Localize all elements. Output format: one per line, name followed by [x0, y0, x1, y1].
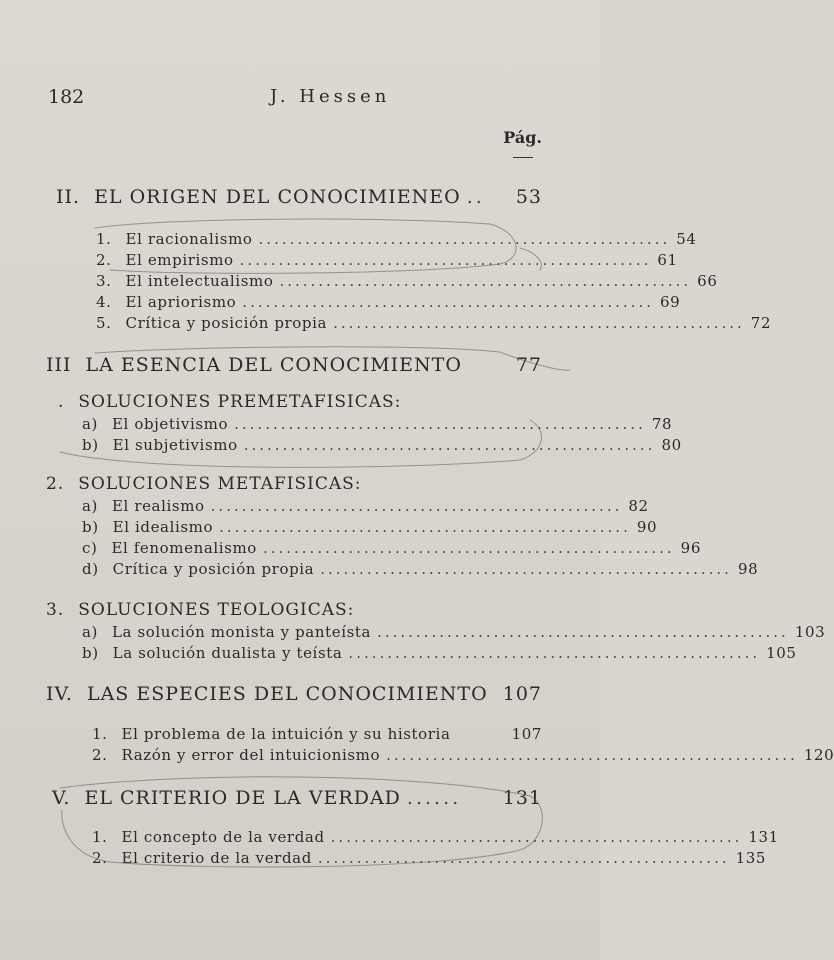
toc-entry[interactable] — [82, 539, 701, 557]
entry-label: 5. Crítica y posición propia — [96, 314, 328, 332]
leader-dots: ...... — [406, 787, 462, 809]
chapter-page: 107 — [502, 683, 542, 705]
entry-label: 1. El problema de la intuición y su historia — [92, 725, 451, 743]
entry-page: 54 — [676, 230, 697, 248]
entry-page: 103 — [794, 623, 826, 641]
chapter-title: V. EL CRITERIO DE LA VERDAD — [52, 787, 401, 809]
leader-dots: ..................................................... — [242, 293, 655, 311]
entry-label: 2. Razón y error del intuicionismo — [92, 746, 381, 764]
entry-page: 78 — [651, 415, 673, 433]
toc-entry[interactable] — [96, 293, 681, 311]
chapter-row[interactable] — [46, 354, 542, 376]
entry-page: 90 — [636, 518, 658, 536]
entry-page: 66 — [697, 272, 718, 290]
entry-label: 2. El criterio de la verdad — [92, 849, 312, 867]
entry-label: b) El subjetivismo — [82, 436, 238, 454]
pag-label: Pág. — [503, 128, 542, 147]
entry-page: 80 — [661, 436, 682, 454]
entry-page: 61 — [657, 251, 678, 269]
toc-entry[interactable] — [82, 415, 673, 433]
toc-entry[interactable] — [96, 272, 718, 290]
toc-entry[interactable] — [92, 746, 834, 764]
leader-dots: ..................................................... — [386, 746, 798, 764]
leader-dots: ..................................................... — [258, 230, 671, 248]
leader-dots: ..................................................... — [330, 828, 743, 846]
page-number: 182 — [48, 86, 85, 108]
leader-dots: ..................................................... — [243, 436, 656, 454]
leader-dots: ..................................................... — [279, 272, 692, 290]
toc-entry[interactable] — [92, 828, 779, 846]
leader-dots: ..................................................... — [317, 849, 730, 867]
entry-page: 72 — [750, 314, 772, 332]
entry-label: a) El realismo — [82, 497, 205, 515]
toc-entry[interactable] — [96, 251, 678, 269]
entry-page: 120 — [803, 746, 834, 764]
toc-entry[interactable] — [82, 436, 682, 454]
entry-label: b) El idealismo — [82, 518, 214, 536]
entry-page: 131 — [748, 828, 779, 846]
entry-page: 135 — [735, 849, 767, 867]
entry-page: 98 — [737, 560, 759, 578]
toc-entry[interactable] — [82, 644, 797, 662]
chapter-page: 53 — [515, 186, 542, 208]
leader-dots: ..................................................... — [333, 314, 745, 332]
toc-entry[interactable] — [82, 497, 649, 515]
toc-entry[interactable] — [92, 725, 542, 743]
entry-label: a) La solución monista y panteísta — [82, 623, 372, 641]
chapter-row[interactable] — [52, 787, 542, 809]
leader-dots: ..................................................... — [348, 644, 761, 662]
running-head: J. Hessen — [270, 86, 391, 107]
entry-page: 96 — [680, 539, 701, 557]
entry-label: 4. El apriorismo — [96, 293, 237, 311]
leader-dots: ..................................................... — [239, 251, 652, 269]
leader-dots: ..................................................... — [320, 560, 732, 578]
leader-dots: ..................................................... — [262, 539, 675, 557]
entry-page: 82 — [628, 497, 649, 515]
entry-label: b) La solución dualista y teísta — [82, 644, 343, 662]
entry-page: 107 — [511, 725, 542, 743]
chapter-page: 77 — [515, 354, 542, 376]
section-heading: 3. SOLUCIONES TEOLOGICAS: — [46, 600, 355, 620]
entry-page: 105 — [766, 644, 797, 662]
entry-label: 3. El intelectualismo — [96, 272, 274, 290]
chapter-row[interactable] — [56, 186, 542, 208]
chapter-title: IV. LAS ESPECIES DEL CONOCIMIENTO — [46, 683, 488, 705]
section-heading: 2. SOLUCIONES METAFISICAS: — [46, 474, 362, 494]
toc-entry[interactable] — [96, 314, 772, 332]
page-column-header — [503, 128, 542, 158]
section-heading: . SOLUCIONES PREMETAFISICAS: — [58, 392, 402, 412]
entry-label: 1. El racionalismo — [96, 230, 253, 248]
entry-label: 1. El concepto de la verdad — [92, 828, 325, 846]
leader-dots: ..................................................... — [219, 518, 631, 536]
entry-label: c) El fenomenalismo — [82, 539, 257, 557]
chapter-row[interactable] — [46, 683, 542, 705]
entry-label: 2. El empirismo — [96, 251, 234, 269]
chapter-title: II. EL ORIGEN DEL CONOCIMIENEO — [56, 186, 461, 208]
toc-entry[interactable] — [82, 518, 658, 536]
toc-entry[interactable] — [96, 230, 697, 248]
entry-page: 69 — [660, 293, 681, 311]
toc-entry[interactable] — [82, 560, 759, 578]
toc-entry[interactable] — [92, 849, 767, 867]
page-header — [48, 86, 540, 110]
leader-dots: ..................................................... — [234, 415, 646, 433]
leader-dots: .. — [466, 186, 485, 208]
leader-dots: ..................................................... — [377, 623, 789, 641]
chapter-title: III LA ESENCIA DEL CONOCIMIENTO — [46, 354, 462, 376]
toc-entry[interactable] — [82, 623, 826, 641]
chapter-page: 131 — [502, 787, 542, 809]
pag-rule — [513, 157, 533, 158]
entry-label: d) Crítica y posición propia — [82, 560, 315, 578]
entry-label: a) El objetivismo — [82, 415, 229, 433]
leader-dots: ..................................................... — [210, 497, 623, 515]
